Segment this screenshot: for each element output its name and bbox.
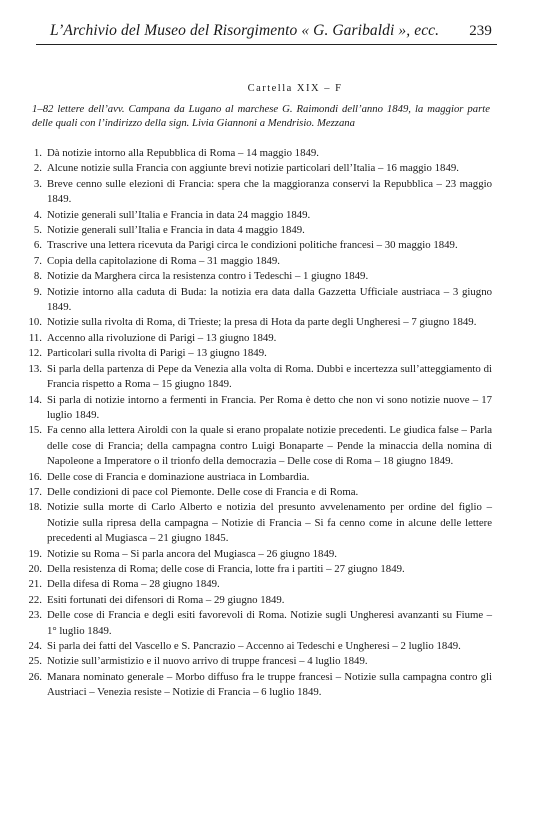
entry-item <box>22 223 492 238</box>
entry-text: Copia della capitolazione di Roma – 31 maggio 1849. <box>47 254 280 267</box>
entry-number: 20. <box>28 562 42 575</box>
header-rule <box>36 44 497 45</box>
entry-number: 26. <box>28 670 42 683</box>
entry-item <box>22 238 492 253</box>
entry-item <box>22 208 492 223</box>
entry-item <box>22 577 492 592</box>
entry-number: 7. <box>33 254 42 267</box>
entry-text: Fa cenno alla lettera Airoldi con la quale si erano propalate notizie precedenti. Le giudica false – Parla delle cose di Francia; della campagna contro Luigi Bonaparte – Pende la minaccia della nomina di Napoleone a Imperatore o il trionfo della democrazia – Delle cose di Roma – 18 giugno 1849. <box>47 424 492 468</box>
entry-item <box>22 593 492 608</box>
entry-text: Notizie da Marghera circa la resistenza contro i Tedeschi – 1 giugno 1849. <box>47 270 369 283</box>
entry-number: 9. <box>33 285 42 298</box>
entry-item <box>22 285 492 316</box>
entry-number: 3. <box>33 177 42 190</box>
section-title: Cartella XIX – F <box>247 83 343 94</box>
entry-item <box>22 654 492 669</box>
entry-text: Breve cenno sulle elezioni di Francia: spera che la maggioranza conservi la Repubblica – 23 maggio 1849. <box>47 177 492 206</box>
entry-item <box>22 254 492 269</box>
entry-number: 19. <box>28 547 42 560</box>
entry-list <box>22 146 492 701</box>
entry-item <box>22 470 492 485</box>
entry-text: Notizie intorno alla caduta di Buda: la notizia era data dalla Gazzetta Ufficiale austriaca – 3 giugno 1849. <box>47 285 492 314</box>
entry-text: Si parla di notizie intorno a fermenti in Francia. Per Roma è detto che non vi sono notizie nuove – 17 luglio 1849. <box>47 393 492 421</box>
entry-number: 4. <box>33 208 42 221</box>
running-header <box>50 22 492 40</box>
entry-number: 14. <box>28 393 42 406</box>
entry-item <box>22 362 492 393</box>
entry-item <box>22 547 492 562</box>
entry-number: 25. <box>28 655 42 668</box>
entry-text: Si parla della partenza di Pepe da Venezia alla volta di Roma. Dubbi e incertezza sull’atteggiamento di Francia rispetto a Roma – 15 giugno 1849. <box>47 362 492 391</box>
entry-number: 16. <box>28 470 42 483</box>
entry-item <box>22 269 492 284</box>
entry-number: 13. <box>28 362 42 375</box>
entry-text: Notizie sulla rivolta di Roma, di Trieste; la presa di Hota da parte degli Ungheresi – 7 giugno 1849. <box>47 316 477 329</box>
entry-text: Della resistenza di Roma; delle cose di Francia, lotte fra i partiti – 27 giugno 1849. <box>47 562 405 575</box>
entry-number: 22. <box>28 593 42 606</box>
entry-text: Dà notizie intorno alla Repubblica di Roma – 14 maggio 1849. <box>47 147 319 159</box>
entry-number: 6. <box>33 239 42 252</box>
entry-item <box>22 177 492 208</box>
entry-number: 15. <box>28 424 42 437</box>
entry-item <box>22 562 492 577</box>
entry-text: Si parla dei fatti del Vascello e S. Pancrazio – Accenno ai Tedeschi e Ungheresi – 2 luglio 1849. <box>47 640 461 652</box>
entry-item <box>22 315 492 330</box>
entry-item <box>22 346 492 361</box>
entry-text: Esiti fortunati dei difensori di Roma – 29 giugno 1849. <box>47 593 285 606</box>
intro-paragraph: 1–82 lettere dell’avv. Campana da Lugano al marchese G. Raimondi dell’anno 1849, la maggior parte delle quali con l’indirizzo della sign. Livia Giannoni a Mendrisio. Mezzana <box>32 103 490 129</box>
entry-text: Notizie generali sull’Italia e Francia in data 4 maggio 1849. <box>47 224 305 237</box>
entry-number: 5. <box>33 224 42 237</box>
entry-item <box>22 485 492 500</box>
entry-text: Notizie sull’armistizio e il nuovo arrivo di truppe francesi – 4 luglio 1849. <box>47 655 368 668</box>
entry-text: Notizie sulla morte di Carlo Alberto e notizia del presunto avvelenamento per ordine del figlio – Notizie sulla ripresa della campagna – Notizie di Francia – Si fa cenno come in alcune delle lettere precedenti al Mugiasca – 21 giugno 1845. <box>47 501 492 545</box>
entry-number: 11. <box>28 331 42 344</box>
entry-item <box>22 146 492 161</box>
entry-number: 17. <box>28 485 42 498</box>
entry-text: Alcune notizie sulla Francia con aggiunte brevi notizie particolari dell’Italia – 16 maggio 1849. <box>47 162 459 175</box>
running-title: L’Archivio del Museo del Risorgimento « G. Garibaldi », ecc. <box>50 22 440 39</box>
entry-text: Particolari sulla rivolta di Parigi – 13 giugno 1849. <box>47 347 267 360</box>
entry-text: Accenno alla rivoluzione di Parigi – 13 giugno 1849. <box>47 331 277 344</box>
entry-text: Della difesa di Roma – 28 giugno 1849. <box>47 578 220 591</box>
entry-number: 8. <box>33 270 42 283</box>
page-number: 239 <box>469 23 492 39</box>
entry-text: Trascrive una lettera ricevuta da Parigi circa le condizioni politiche francesi – 30 maggio 1849. <box>47 239 458 252</box>
entry-item <box>22 608 492 639</box>
entry-text: Delle condizioni di pace col Piemonte. Delle cose di Francia e di Roma. <box>47 485 359 498</box>
entry-item <box>22 331 492 346</box>
entry-text: Delle cose di Francia e dominazione austriaca in Lombardia. <box>47 470 310 483</box>
entry-text: Notizie generali sull’Italia e Francia in data 24 maggio 1849. <box>47 208 311 221</box>
entry-item <box>22 500 492 546</box>
entry-number: 24. <box>28 640 42 652</box>
entry-text: Notizie su Roma – Si parla ancora del Mugiasca – 26 giugno 1849. <box>47 547 337 560</box>
entry-item <box>22 423 492 469</box>
entry-number: 18. <box>28 501 42 514</box>
entry-number: 10. <box>28 316 42 329</box>
entry-number: 21. <box>28 578 42 591</box>
entry-number: 2. <box>33 162 42 175</box>
entry-text: Delle cose di Francia e degli esiti favorevoli di Roma. Notizie sugli Ungheresi avanzanti su Fiume – 1° luglio 1849. <box>47 609 492 637</box>
entry-item <box>22 393 492 424</box>
entry-item <box>22 161 492 176</box>
entry-text: Manara nominato generale – Morbo diffuso fra le truppe francesi – Notizie sulla campagna contro gli Austriaci – Venezia resiste – Notizie di Francia – 6 luglio 1849. <box>47 670 492 699</box>
entry-number: 23. <box>28 609 42 622</box>
entry-item <box>22 670 492 701</box>
entry-number: 1. <box>33 147 42 159</box>
entry-number: 12. <box>28 347 42 360</box>
entry-item <box>22 639 492 654</box>
